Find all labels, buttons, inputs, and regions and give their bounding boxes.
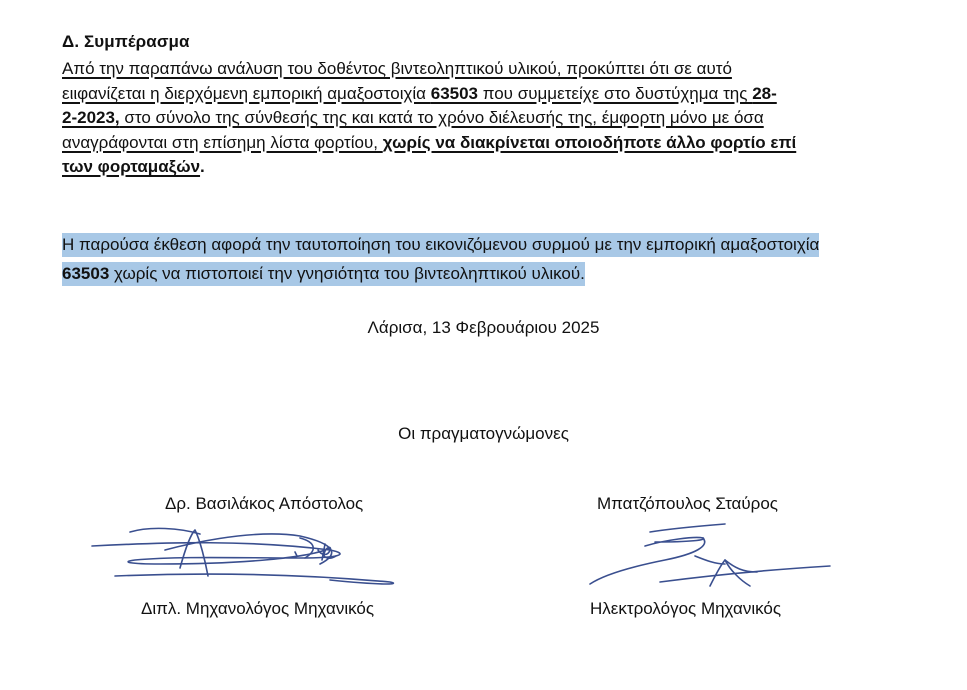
conclusion-line-4 xyxy=(62,131,882,156)
place-date: Λάρισα, 13 Φεβρουάριου 2025 xyxy=(367,318,600,337)
signature-2-icon xyxy=(585,520,835,590)
signatory-name-2: Μπατζόπουλος Σταύρος xyxy=(597,494,778,513)
selected-text[interactable]: Η παρούσα έκθεση αφορά την ταυτοποίηση του εικονιζόμενου συρμού με την εμπορική αμαξοστοιχία xyxy=(62,233,819,257)
conclusion-emphasis: χωρίς να διακρίνεται οποιοδήποτε άλλο φορτίο επί xyxy=(382,132,797,152)
conclusion-text: ειιφανίζεται η διερχόμενη εμπορική αμαξοστοιχία xyxy=(62,83,431,103)
accident-date: 28- xyxy=(752,83,777,103)
accident-date: 2-2023, xyxy=(62,108,120,127)
conclusion-text: που συμμετείχε στο δυστύχημα της xyxy=(478,83,753,103)
conclusion-line-3 xyxy=(62,106,882,131)
train-number: 63503 xyxy=(430,83,479,103)
conclusion-text: στο σύνολο της σύνθεσής της και κατά το χρόνο διέλευσής της, έμφορτη μόνο με όσα xyxy=(119,108,764,127)
conclusion-line-5 xyxy=(62,155,882,180)
train-number[interactable]: 63503 xyxy=(62,262,109,286)
conclusion-text: αναγράφονται στη επίσημη λίστα φορτίου, xyxy=(62,132,383,152)
disclaimer-paragraph[interactable] xyxy=(62,230,819,288)
period: . xyxy=(200,157,205,176)
disclaimer-line-1 xyxy=(62,230,819,259)
experts-title: Οι πραγματογνώμονες xyxy=(398,424,569,443)
signatory-name-1: Δρ. Βασιλάκος Απόστολος xyxy=(165,494,364,513)
signature-1-icon xyxy=(90,520,410,590)
disclaimer-line-2 xyxy=(62,259,819,288)
signatory-title-2: Ηλεκτρολόγος Μηχανικός xyxy=(590,599,782,618)
conclusion-text: Από την παραπάνω ανάλυση του δοθέντος βιντεοληπτικού υλικού, προκύπτει ότι σε αυτό xyxy=(62,59,732,78)
section-heading: Δ. Συμπέρασμα xyxy=(62,32,190,51)
conclusion-line-1 xyxy=(62,57,882,82)
conclusion-paragraph xyxy=(62,57,882,180)
selected-text[interactable]: χωρίς να πιστοποιεί την γνησιότητα του βιντεοληπτικού υλικού. xyxy=(109,262,585,286)
signatory-title-1: Διπλ. Μηχανολόγος Μηχανικός xyxy=(141,599,375,618)
conclusion-emphasis: των φορταμαξών xyxy=(62,157,201,176)
conclusion-line-2 xyxy=(62,82,882,107)
